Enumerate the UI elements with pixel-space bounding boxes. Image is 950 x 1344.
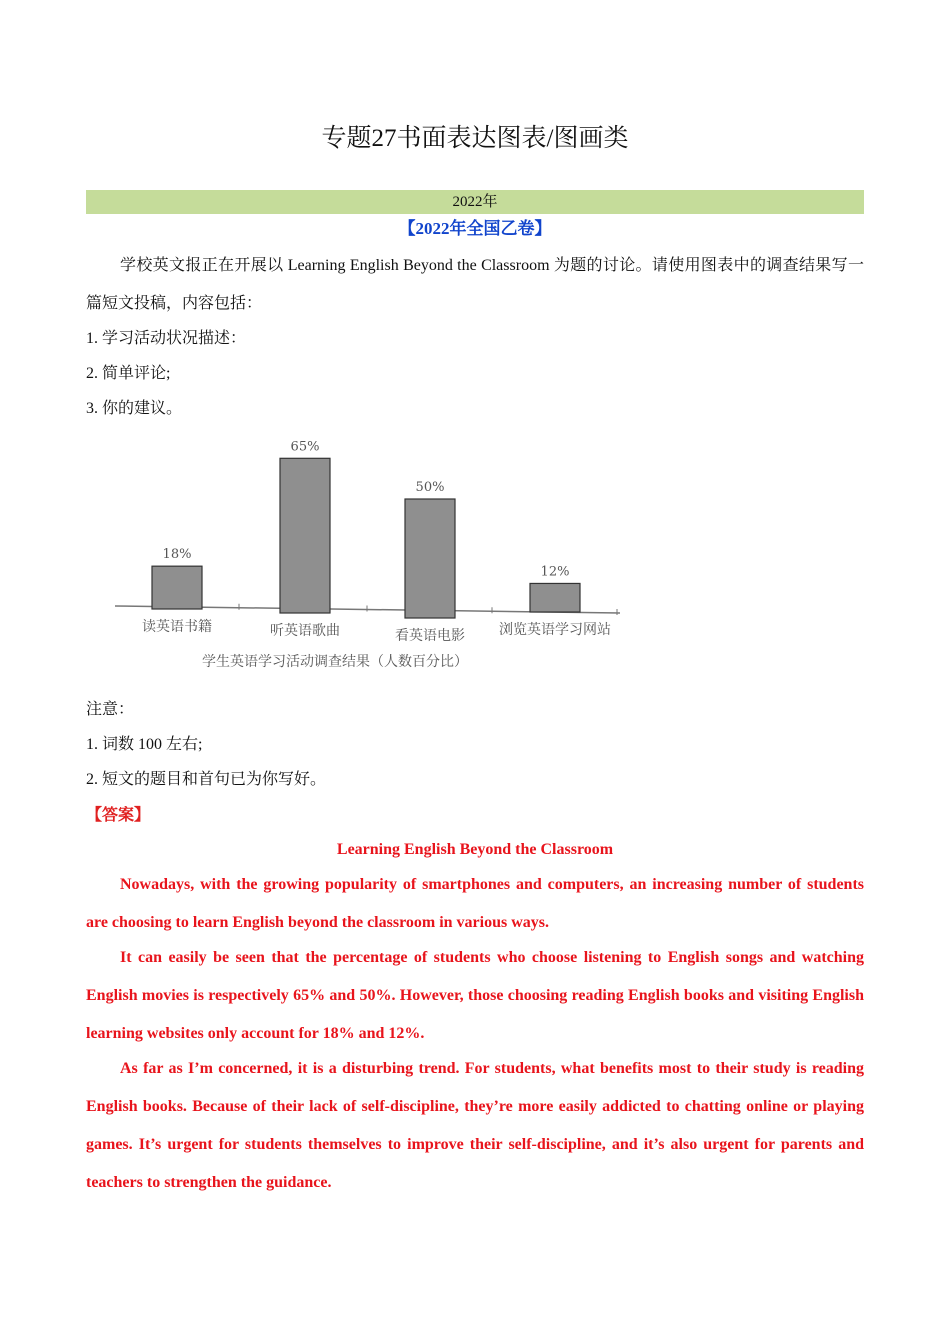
prompt-item: 3. 你的建议。 <box>86 400 183 417</box>
note-item: 1. 词数 100 左右; <box>86 736 203 753</box>
bar-2 <box>280 458 330 613</box>
notes-heading: 注意： <box>86 701 135 718</box>
bar-value-label: 12% <box>540 564 570 580</box>
category-label: 看英语电影 <box>395 628 465 644</box>
note-item: 2. 短文的题目和首句已为你写好。 <box>86 771 327 788</box>
bar-4 <box>530 583 580 612</box>
page-title: 专题27书面表达图表/图画类 <box>321 125 629 152</box>
bar-value-label: 50% <box>415 480 445 495</box>
prompt-item: 2. 简单评论; <box>86 365 171 382</box>
year-bar: 2022年 <box>86 190 864 214</box>
bar-value-label: 18% <box>162 547 192 563</box>
category-label: 浏览英语学习网站 <box>499 622 611 638</box>
essay-paragraph: As far as I’m concerned, it is a disturbing trend. For students, what benefits most to their study is reading English books. Because of their lack of self-discipline, they’re more easily addicted to chatting online or playing games. It’s urgent for students themselves to improve their self-discipline, and it’s also urgent for parents and teachers to strengthen the guidance. <box>86 1060 864 1191</box>
prompt-item: 1. 学习活动状况描述： <box>86 330 247 347</box>
survey-bar-chart <box>105 426 625 676</box>
prompt-intro: 学校英文报正在开展以 Learning English Beyond the Classroom 为题的讨论。请使用图表中的调查结果写一篇短文投稿，内容包括： <box>86 257 864 312</box>
essay-paragraph: Nowadays, with the growing popularity of smartphones and computers, an increasing number of students are choosing to learn English beyond the classroom in various ways. <box>86 876 864 931</box>
bar-3 <box>405 499 455 618</box>
bar-value-label: 65% <box>290 439 320 455</box>
chart-title: 学生英语学习活动调查结果（人数百分比） <box>202 654 468 670</box>
exam-label: 【2022年全国乙卷】 <box>398 219 552 238</box>
bar-1 <box>152 566 202 609</box>
essay-title: Learning English Beyond the Classroom <box>336 841 614 858</box>
category-label: 读英语书籍 <box>142 619 212 635</box>
essay-paragraph: It can easily be seen that the percentage of students who choose listening to English songs and watching English movies is respectively 65% and 50%. However, those choosing reading English books and visiting English learning websites only account for 18% and 12%. <box>86 949 864 1042</box>
category-label: 听英语歌曲 <box>270 623 340 639</box>
answer-tag: 【答案】 <box>86 807 151 824</box>
